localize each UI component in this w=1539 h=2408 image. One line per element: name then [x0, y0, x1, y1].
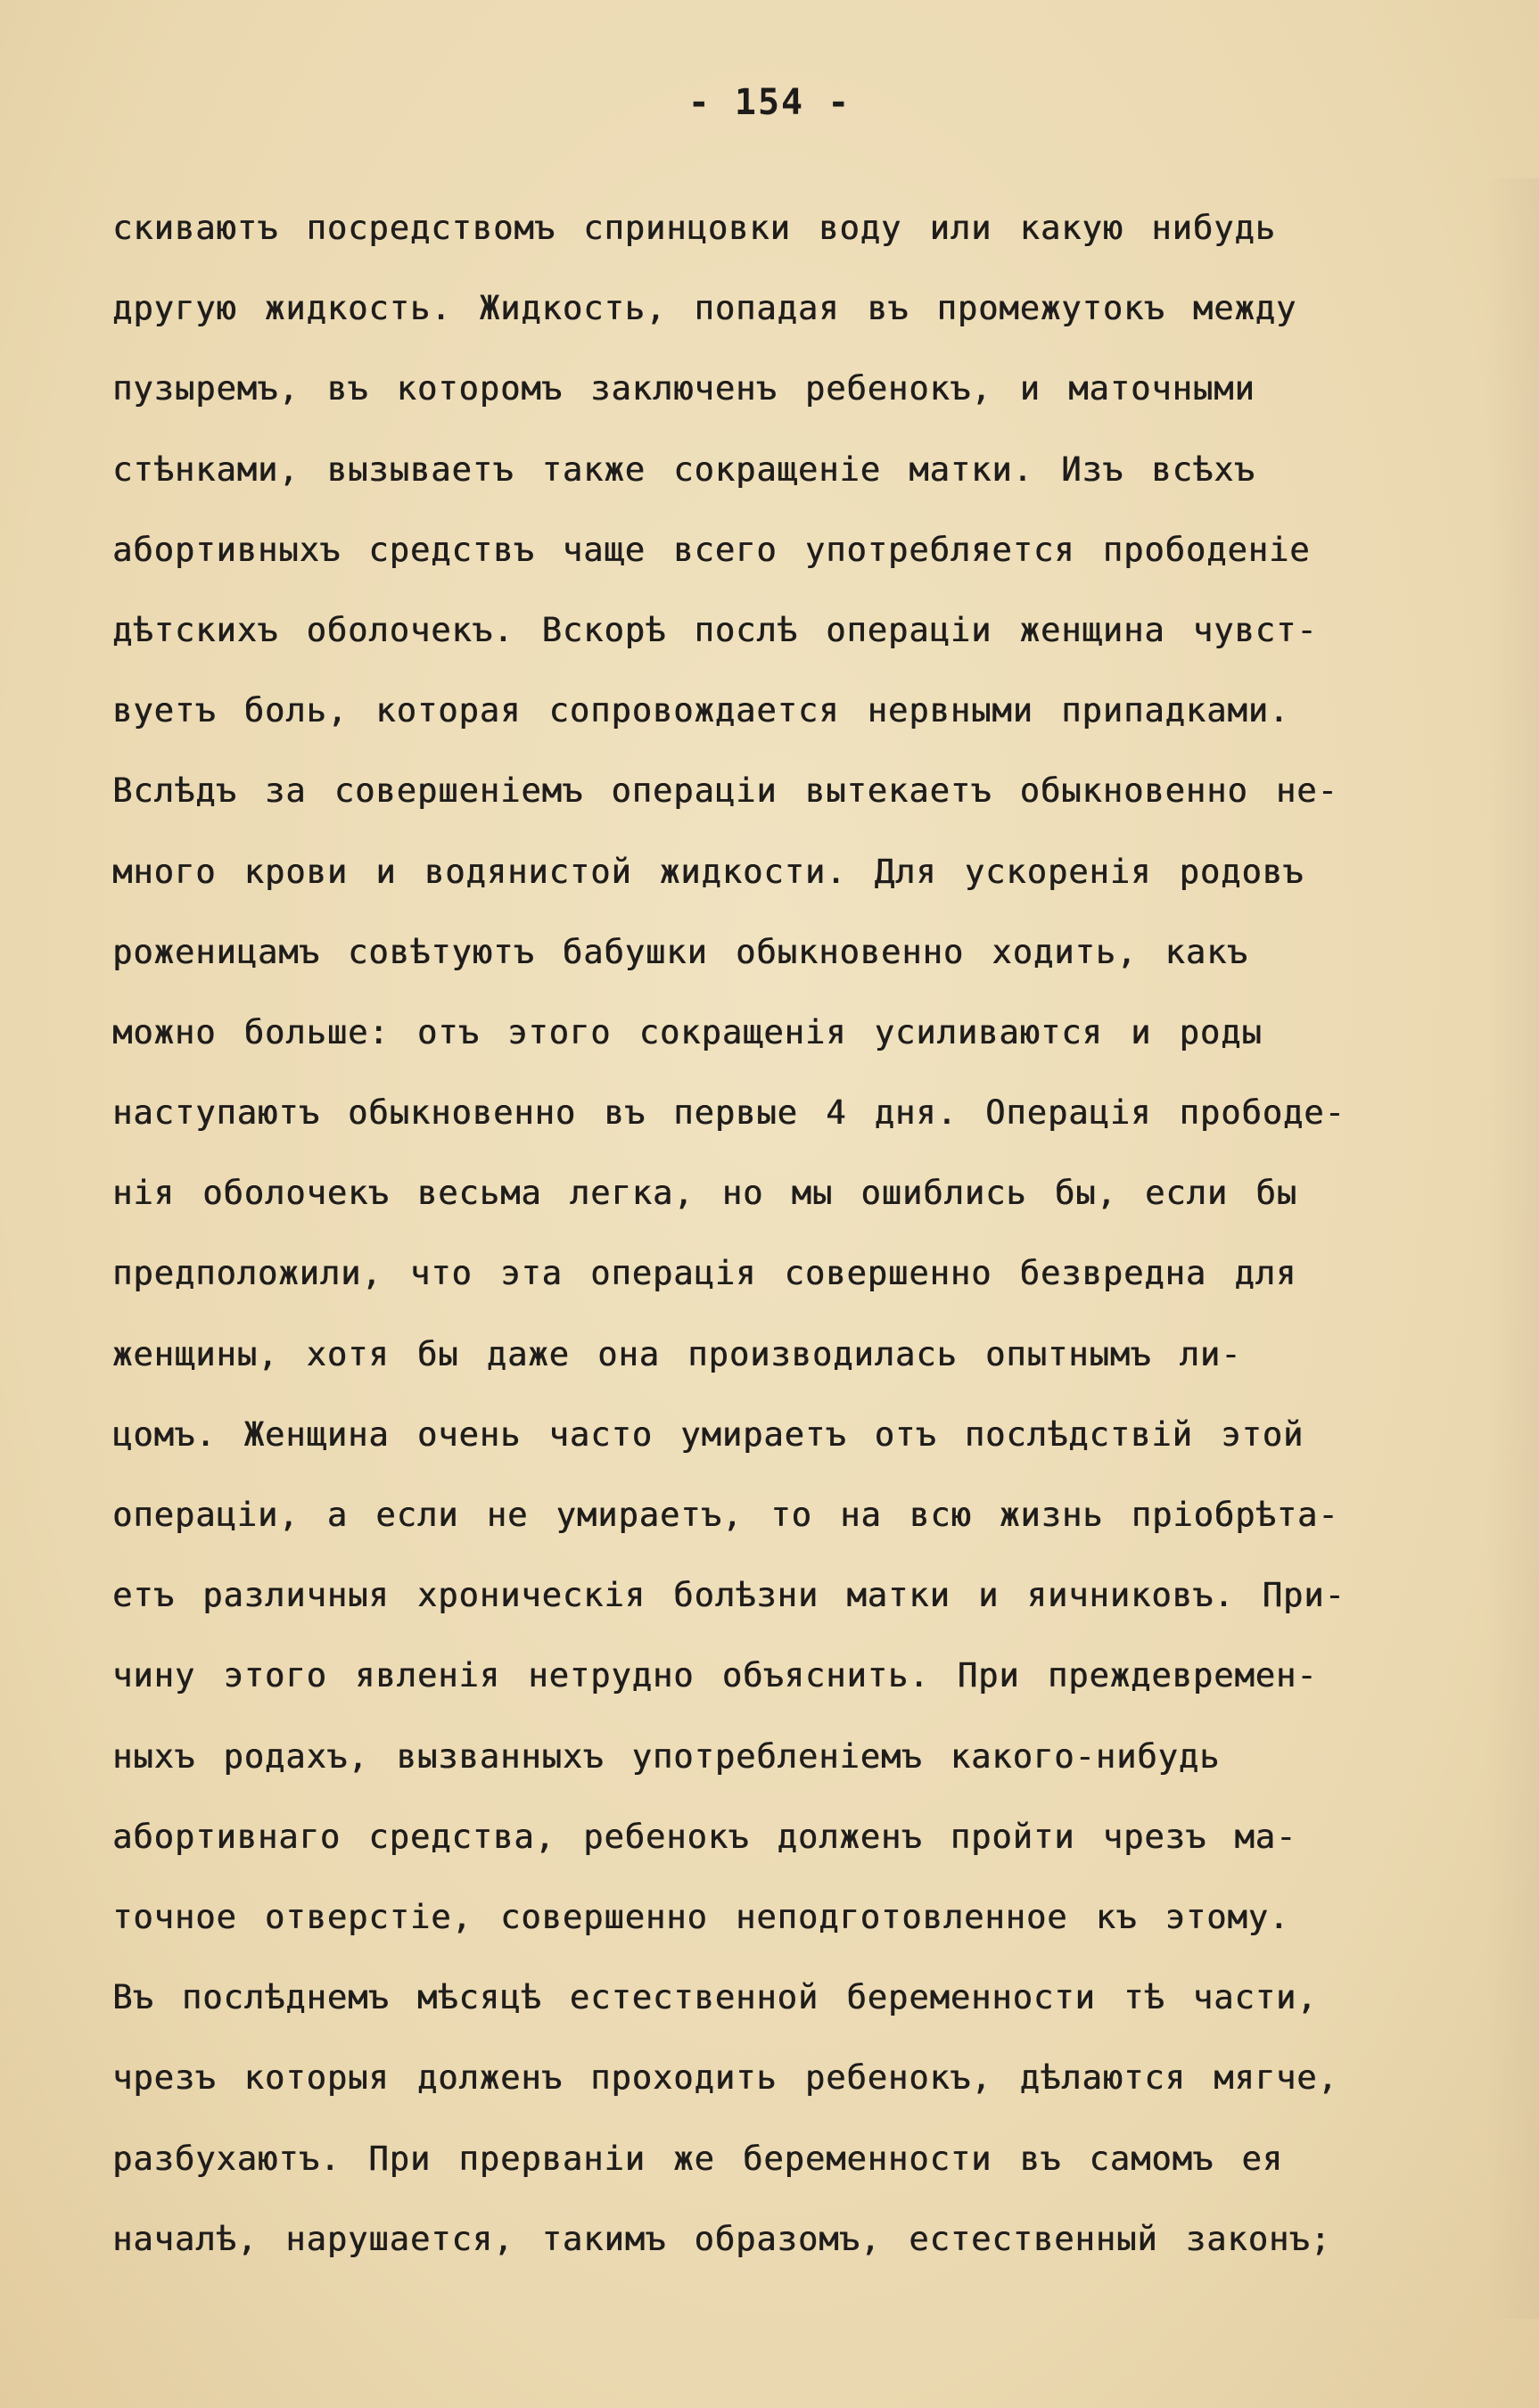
- text-line: женщины, хотя бы даже она производилась опытнымъ ли-: [112, 1334, 1242, 1373]
- text-line: стѣнками, вызываетъ также сокращеніе матки. Изъ всѣхъ: [112, 449, 1255, 489]
- text-line: операціи, а если не умираетъ, то на всю жизнь пріобрѣта-: [112, 1496, 1339, 1534]
- text-line: разбухаютъ. При прерваніи же беременности въ самомъ ея: [112, 2139, 1283, 2178]
- text-line: скиваютъ посредствомъ спринцовки воду или какую нибудь: [112, 209, 1276, 247]
- page-number: - 154 -: [687, 82, 852, 123]
- text-line: другую жидкость. Жидкость, попадая въ промежутокъ между: [112, 289, 1297, 328]
- text-line: чину этого явленія нетрудно объяснить. При преждевремен-: [112, 1656, 1318, 1695]
- text-line: вуетъ боль, которая сопровождается нервными припадками.: [112, 691, 1290, 730]
- text-line: абортивнаго средства, ребенокъ долженъ пройти чрезъ ма-: [112, 1817, 1297, 1856]
- text-line: роженицамъ совѣтуютъ бабушки обыкновенно ходить, какъ: [112, 932, 1248, 971]
- text-line: точное отверстіе, совершенно неподготовленное къ этому.: [112, 1897, 1290, 1936]
- text-line: цомъ. Женщина очень часто умираетъ отъ послѣдствій этой: [112, 1414, 1304, 1454]
- text-line: предположили, что эта операція совершенно безвредна для: [112, 1254, 1297, 1293]
- text-line: абортивныхъ средствъ чаще всего употребляется прободеніе: [112, 530, 1311, 569]
- body-text: [112, 202, 1503, 2293]
- text-line: Въ послѣднемъ мѣсяцѣ естественной беременности тѣ части,: [112, 1978, 1318, 2017]
- text-line: пузыремъ, въ которомъ заключенъ ребенокъ, и маточными: [112, 369, 1255, 408]
- text-line: началѣ, нарушается, такимъ образомъ, естественный законъ;: [112, 2219, 1331, 2258]
- text-line: много крови и водянистой жидкости. Для ускоренія родовъ: [112, 852, 1304, 891]
- text-line: наступаютъ обыкновенно въ первые 4 дня. Операція прободе-: [112, 1093, 1346, 1133]
- text-line: Вслѣдъ за совершеніемъ операціи вытекаетъ обыкновенно не-: [112, 771, 1338, 811]
- text-line: дѣтскихъ оболочекъ. Вскорѣ послѣ операціи женщина чувст-: [112, 610, 1318, 649]
- text-line: етъ различныя хроническія болѣзни матки и яичниковъ. При-: [112, 1576, 1346, 1615]
- text-line: чрезъ которыя долженъ проходить ребенокъ, дѣлаются мягче,: [112, 2058, 1338, 2098]
- text-line: ныхъ родахъ, вызванныхъ употребленіемъ какого-нибудь: [112, 1736, 1221, 1776]
- text-line: можно больше: отъ этого сокращенія усиливаются и роды: [112, 1012, 1263, 1051]
- text-line: нія оболочекъ весьма легка, но мы ошиблись бы, если бы: [112, 1174, 1297, 1213]
